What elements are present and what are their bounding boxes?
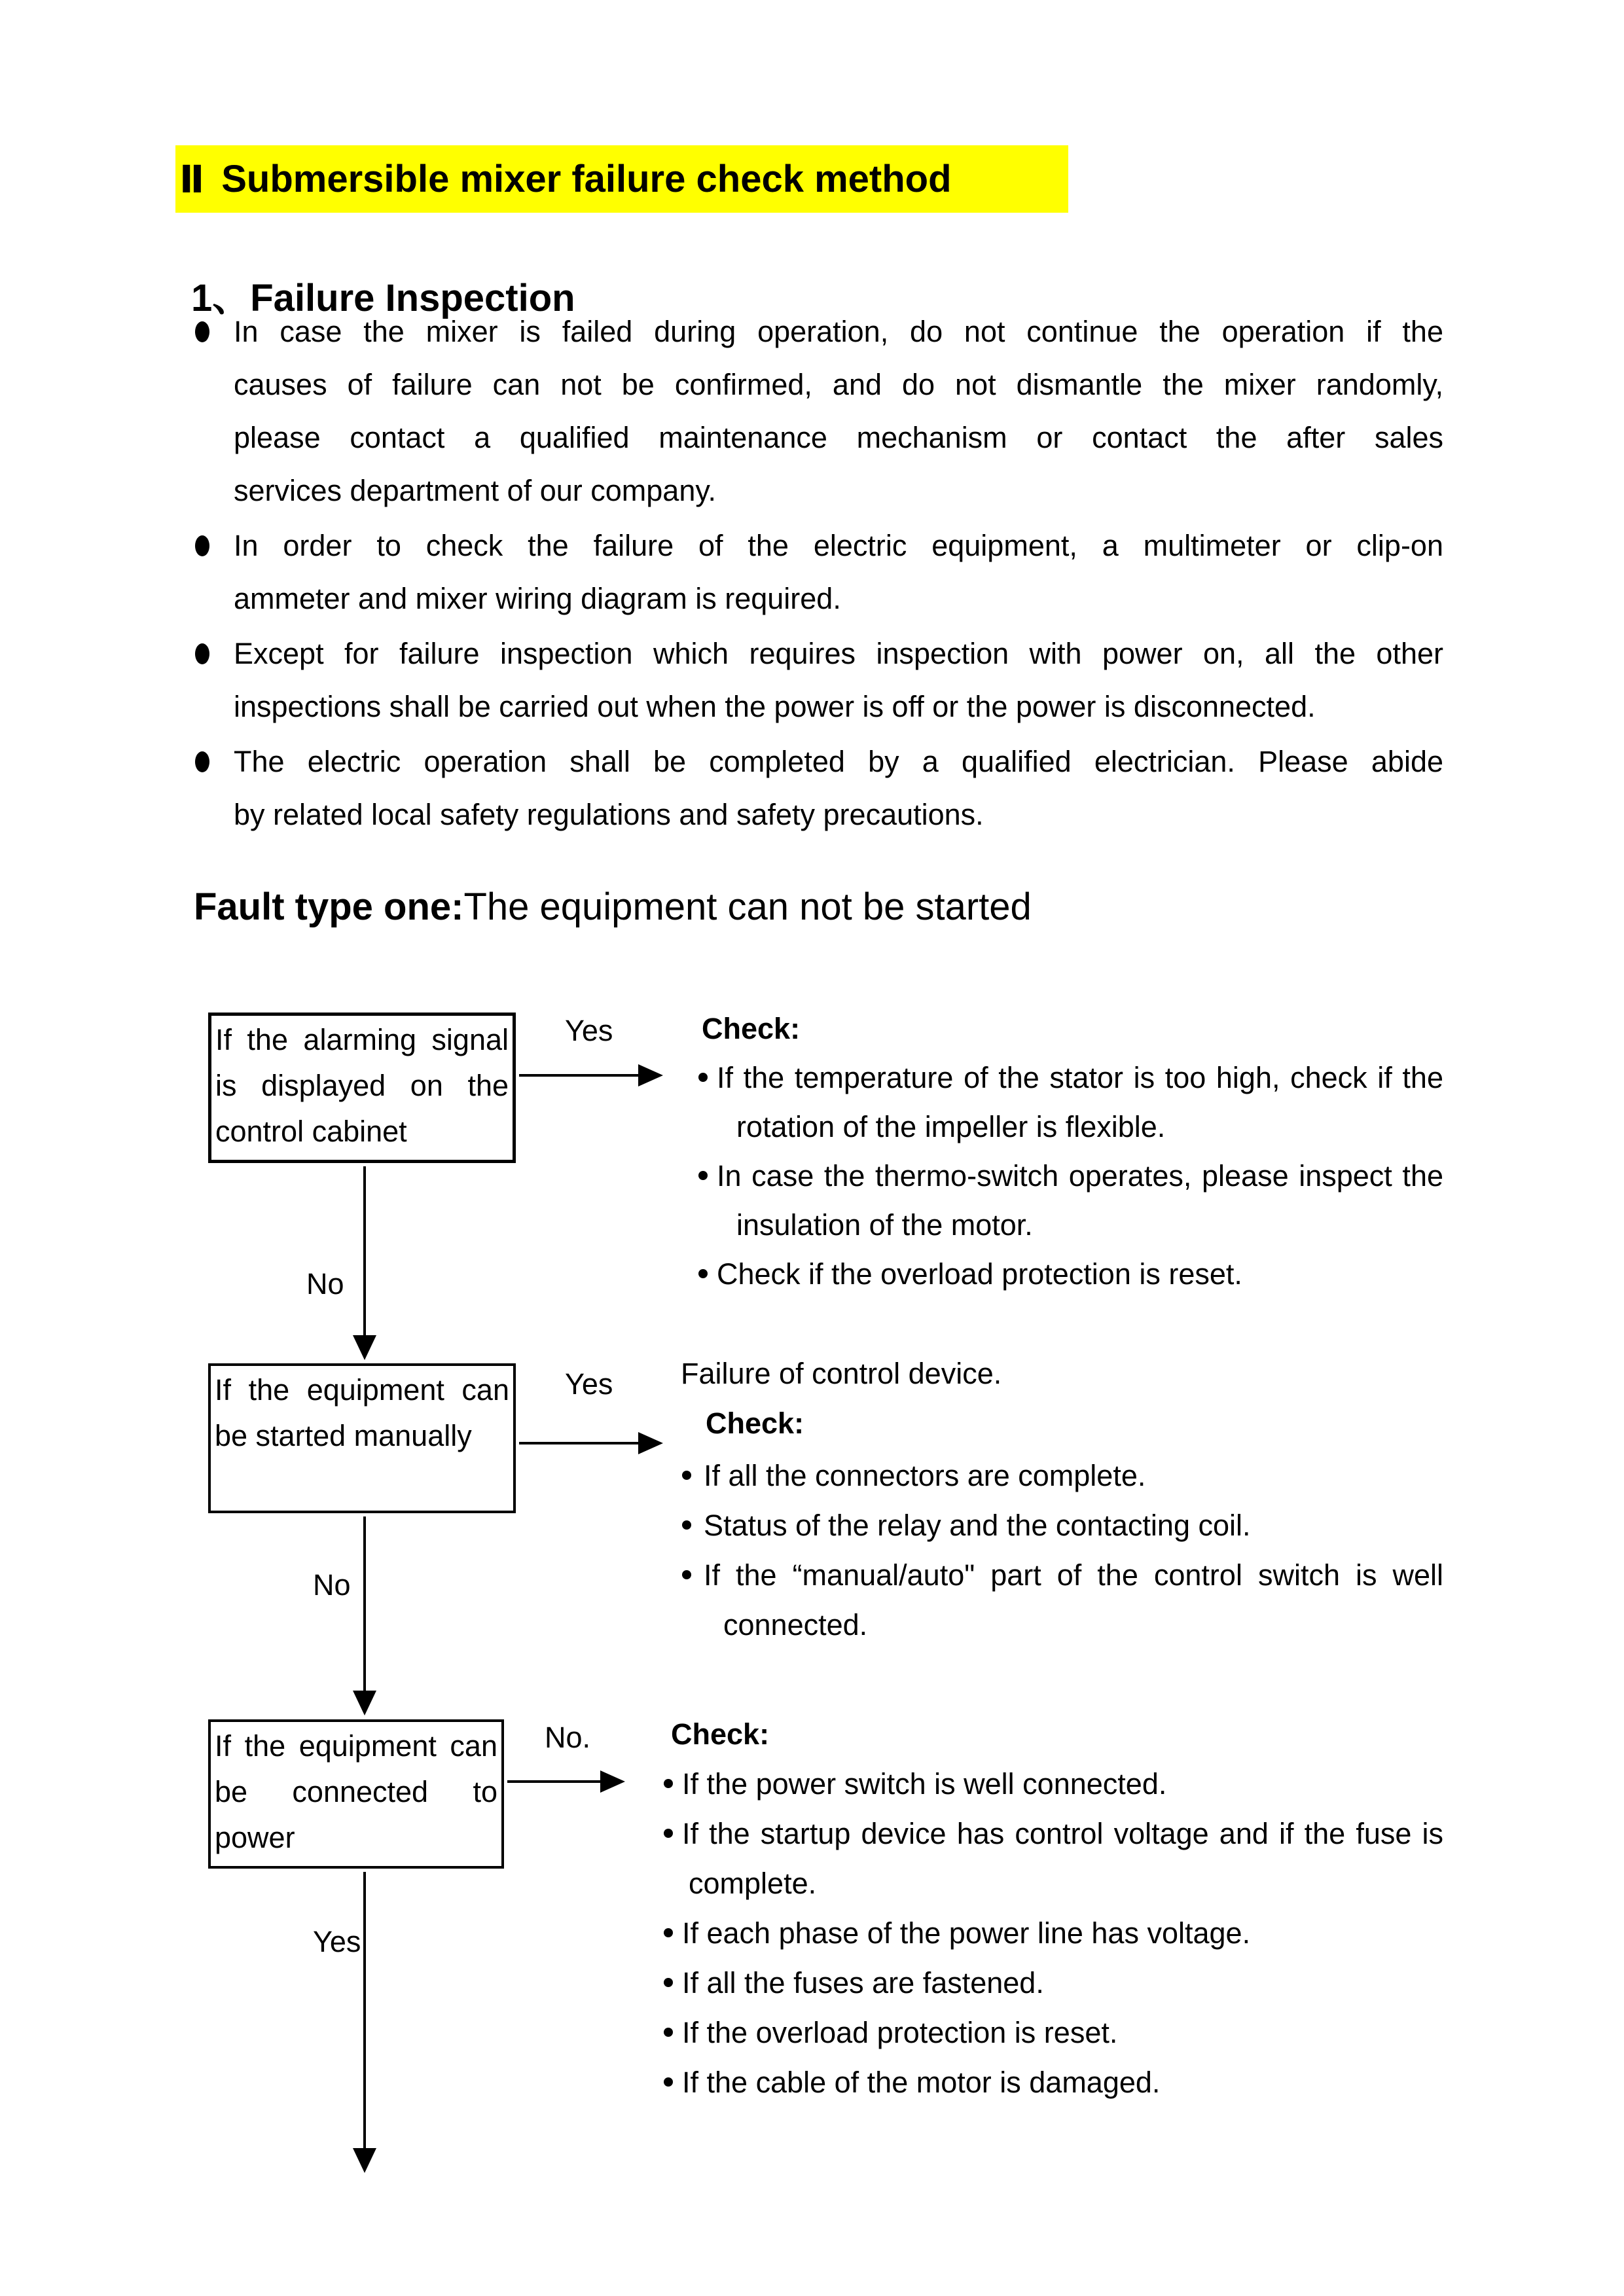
text-line: If the cable of the motor is damaged. (682, 2066, 1161, 2099)
bullet-dot-icon (195, 321, 209, 342)
text-line: complete. (689, 1867, 817, 1900)
text-line: insulation of the motor. (736, 1208, 1033, 1242)
check3-items (662, 1759, 1443, 2108)
bullet-item (662, 1958, 1443, 2008)
bullet-item (681, 1501, 1443, 1551)
bullet-item (697, 1151, 1443, 1249)
text-line: If each phase of the power line has voltage. (682, 1916, 1251, 1950)
bullet-item (195, 735, 1443, 841)
bullet-dot-icon (664, 2077, 673, 2087)
bullet-dot-icon (682, 1471, 691, 1480)
text-line: If the overload protection is reset. (682, 2016, 1118, 2049)
arrowhead-down-icon (353, 1691, 376, 1715)
text-line: be connected to (215, 1775, 497, 1808)
text-line: inspections shall be carried out when the power is off or the power is disconnected. (234, 690, 1316, 723)
check2-intro: Failure of control device. (681, 1357, 1002, 1390)
flowchart-box-alarm-signal (208, 1013, 516, 1163)
arrow-box2-to-box3 (363, 1516, 366, 1691)
text-line: If the equipment can (215, 1373, 509, 1407)
text-line: ammeter and mixer wiring diagram is required. (234, 582, 841, 615)
bullet-item (662, 2058, 1443, 2108)
chapter-numeral: Ⅱ (179, 158, 205, 201)
text-line: connected. (723, 1608, 868, 1641)
arrowhead-right-icon (600, 1770, 625, 1793)
text-line: If the startup device has control voltage and if the fuse is (682, 1817, 1443, 1850)
text-line: power (215, 1821, 295, 1854)
fault-type-heading (194, 885, 1032, 929)
arrow-box1-to-check1 (519, 1074, 638, 1077)
fault-type-heading-bold: Fault type one: (194, 886, 464, 928)
label-no-1: No (306, 1267, 344, 1300)
bullet-dot-icon (698, 1269, 708, 1278)
bullet-dot-icon (698, 1073, 708, 1082)
text-line: If the temperature of the stator is too high, check if the (717, 1061, 1443, 1094)
text-line: services department of our company. (234, 474, 717, 507)
check-list-2 (681, 1349, 1443, 1650)
arrow-box3-down (363, 1872, 366, 2148)
bullet-dot-icon (664, 2028, 673, 2037)
bullet-dot-icon (664, 1779, 673, 1788)
bullet-dot-icon (664, 1928, 673, 1937)
label-no-3: No. (545, 1721, 591, 1754)
bullet-dot-icon (195, 751, 209, 772)
bullet-dot-icon (664, 1829, 673, 1838)
check1-items (697, 1053, 1443, 1299)
text-line: Check if the overload protection is reset. (717, 1257, 1242, 1291)
check2-header: Check: (706, 1407, 804, 1440)
label-yes-1: Yes (565, 1014, 613, 1047)
arrowhead-down-icon (353, 2148, 376, 2173)
bullet-item (681, 1451, 1443, 1501)
text-line: If the alarming signal (215, 1023, 509, 1056)
text-line: In case the mixer is failed during operation, do not continue the operation if the (234, 315, 1443, 348)
check3-header: Check: (671, 1717, 770, 1751)
flowchart-box-connect-power (208, 1719, 504, 1869)
text-line: be started manually (215, 1419, 472, 1452)
bullet-item (697, 1053, 1443, 1151)
bullet-dot-icon (195, 643, 209, 664)
bullet-item (681, 1551, 1443, 1650)
chapter-title-text: Submersible mixer failure check method (221, 158, 952, 200)
chapter-title (175, 145, 1068, 213)
section1-heading: 1、Failure Inspection (191, 277, 575, 319)
text-line: If all the fuses are fastened. (682, 1966, 1044, 2000)
bullet-item (195, 305, 1443, 517)
check-list-3 (662, 1710, 1443, 2108)
bullet-item (697, 1249, 1443, 1299)
text-line: is displayed on the (215, 1069, 509, 1102)
text-line: If the equipment can (215, 1729, 497, 1763)
bullet-item (195, 519, 1443, 625)
check-list-1 (697, 1004, 1443, 1299)
bullet-dot-icon (682, 1520, 691, 1530)
label-yes-2: Yes (565, 1367, 613, 1401)
check1-header: Check: (702, 1012, 801, 1045)
text-line: In case the thermo-switch operates, please inspect the (717, 1159, 1443, 1193)
arrowhead-down-icon (353, 1335, 376, 1360)
flowchart-box-start-manually (208, 1363, 516, 1513)
text-line: Status of the relay and the contacting coil. (704, 1509, 1251, 1542)
arrowhead-right-icon (638, 1064, 663, 1086)
bullet-dot-icon (698, 1171, 708, 1180)
check2-items (681, 1451, 1443, 1650)
text-line: In order to check the failure of the electric equipment, a multimeter or clip-on (234, 529, 1443, 562)
label-yes-3: Yes (313, 1925, 361, 1958)
text-line: If the power switch is well connected. (682, 1767, 1167, 1801)
text-line: please contact a qualified maintenance mechanism or contact the after sales (234, 421, 1443, 454)
arrow-box1-to-box2 (363, 1166, 366, 1335)
text-line: Except for failure inspection which requires inspection with power on, all the other (234, 637, 1443, 670)
arrow-box2-to-check2 (519, 1442, 638, 1444)
bullet-item (662, 1759, 1443, 1809)
bullet-item (662, 1909, 1443, 1958)
bullet-dot-icon (682, 1570, 691, 1579)
label-no-2: No (313, 1568, 351, 1602)
text-line: causes of failure can not be confirmed, and do not dismantle the mixer randomly, (234, 368, 1443, 401)
text-line: control cabinet (215, 1115, 407, 1148)
text-line: rotation of the impeller is flexible. (736, 1110, 1166, 1143)
text-line: If the “manual/auto" part of the control switch is well (704, 1558, 1443, 1592)
arrowhead-right-icon (638, 1432, 663, 1454)
failure-inspection-list (195, 305, 1443, 843)
bullet-dot-icon (664, 1978, 673, 1987)
bullet-item (195, 627, 1443, 733)
bullet-item (662, 1809, 1443, 1909)
arrow-box3-to-check3 (507, 1780, 600, 1783)
text-line: If all the connectors are complete. (704, 1459, 1146, 1492)
bullet-dot-icon (195, 535, 209, 556)
text-line: The electric operation shall be completed by a qualified electrician. Please abide (234, 745, 1443, 778)
bullet-item (662, 2008, 1443, 2058)
fault-type-heading-rest: The equipment can not be started (463, 886, 1032, 928)
text-line: by related local safety regulations and safety precautions. (234, 798, 984, 831)
